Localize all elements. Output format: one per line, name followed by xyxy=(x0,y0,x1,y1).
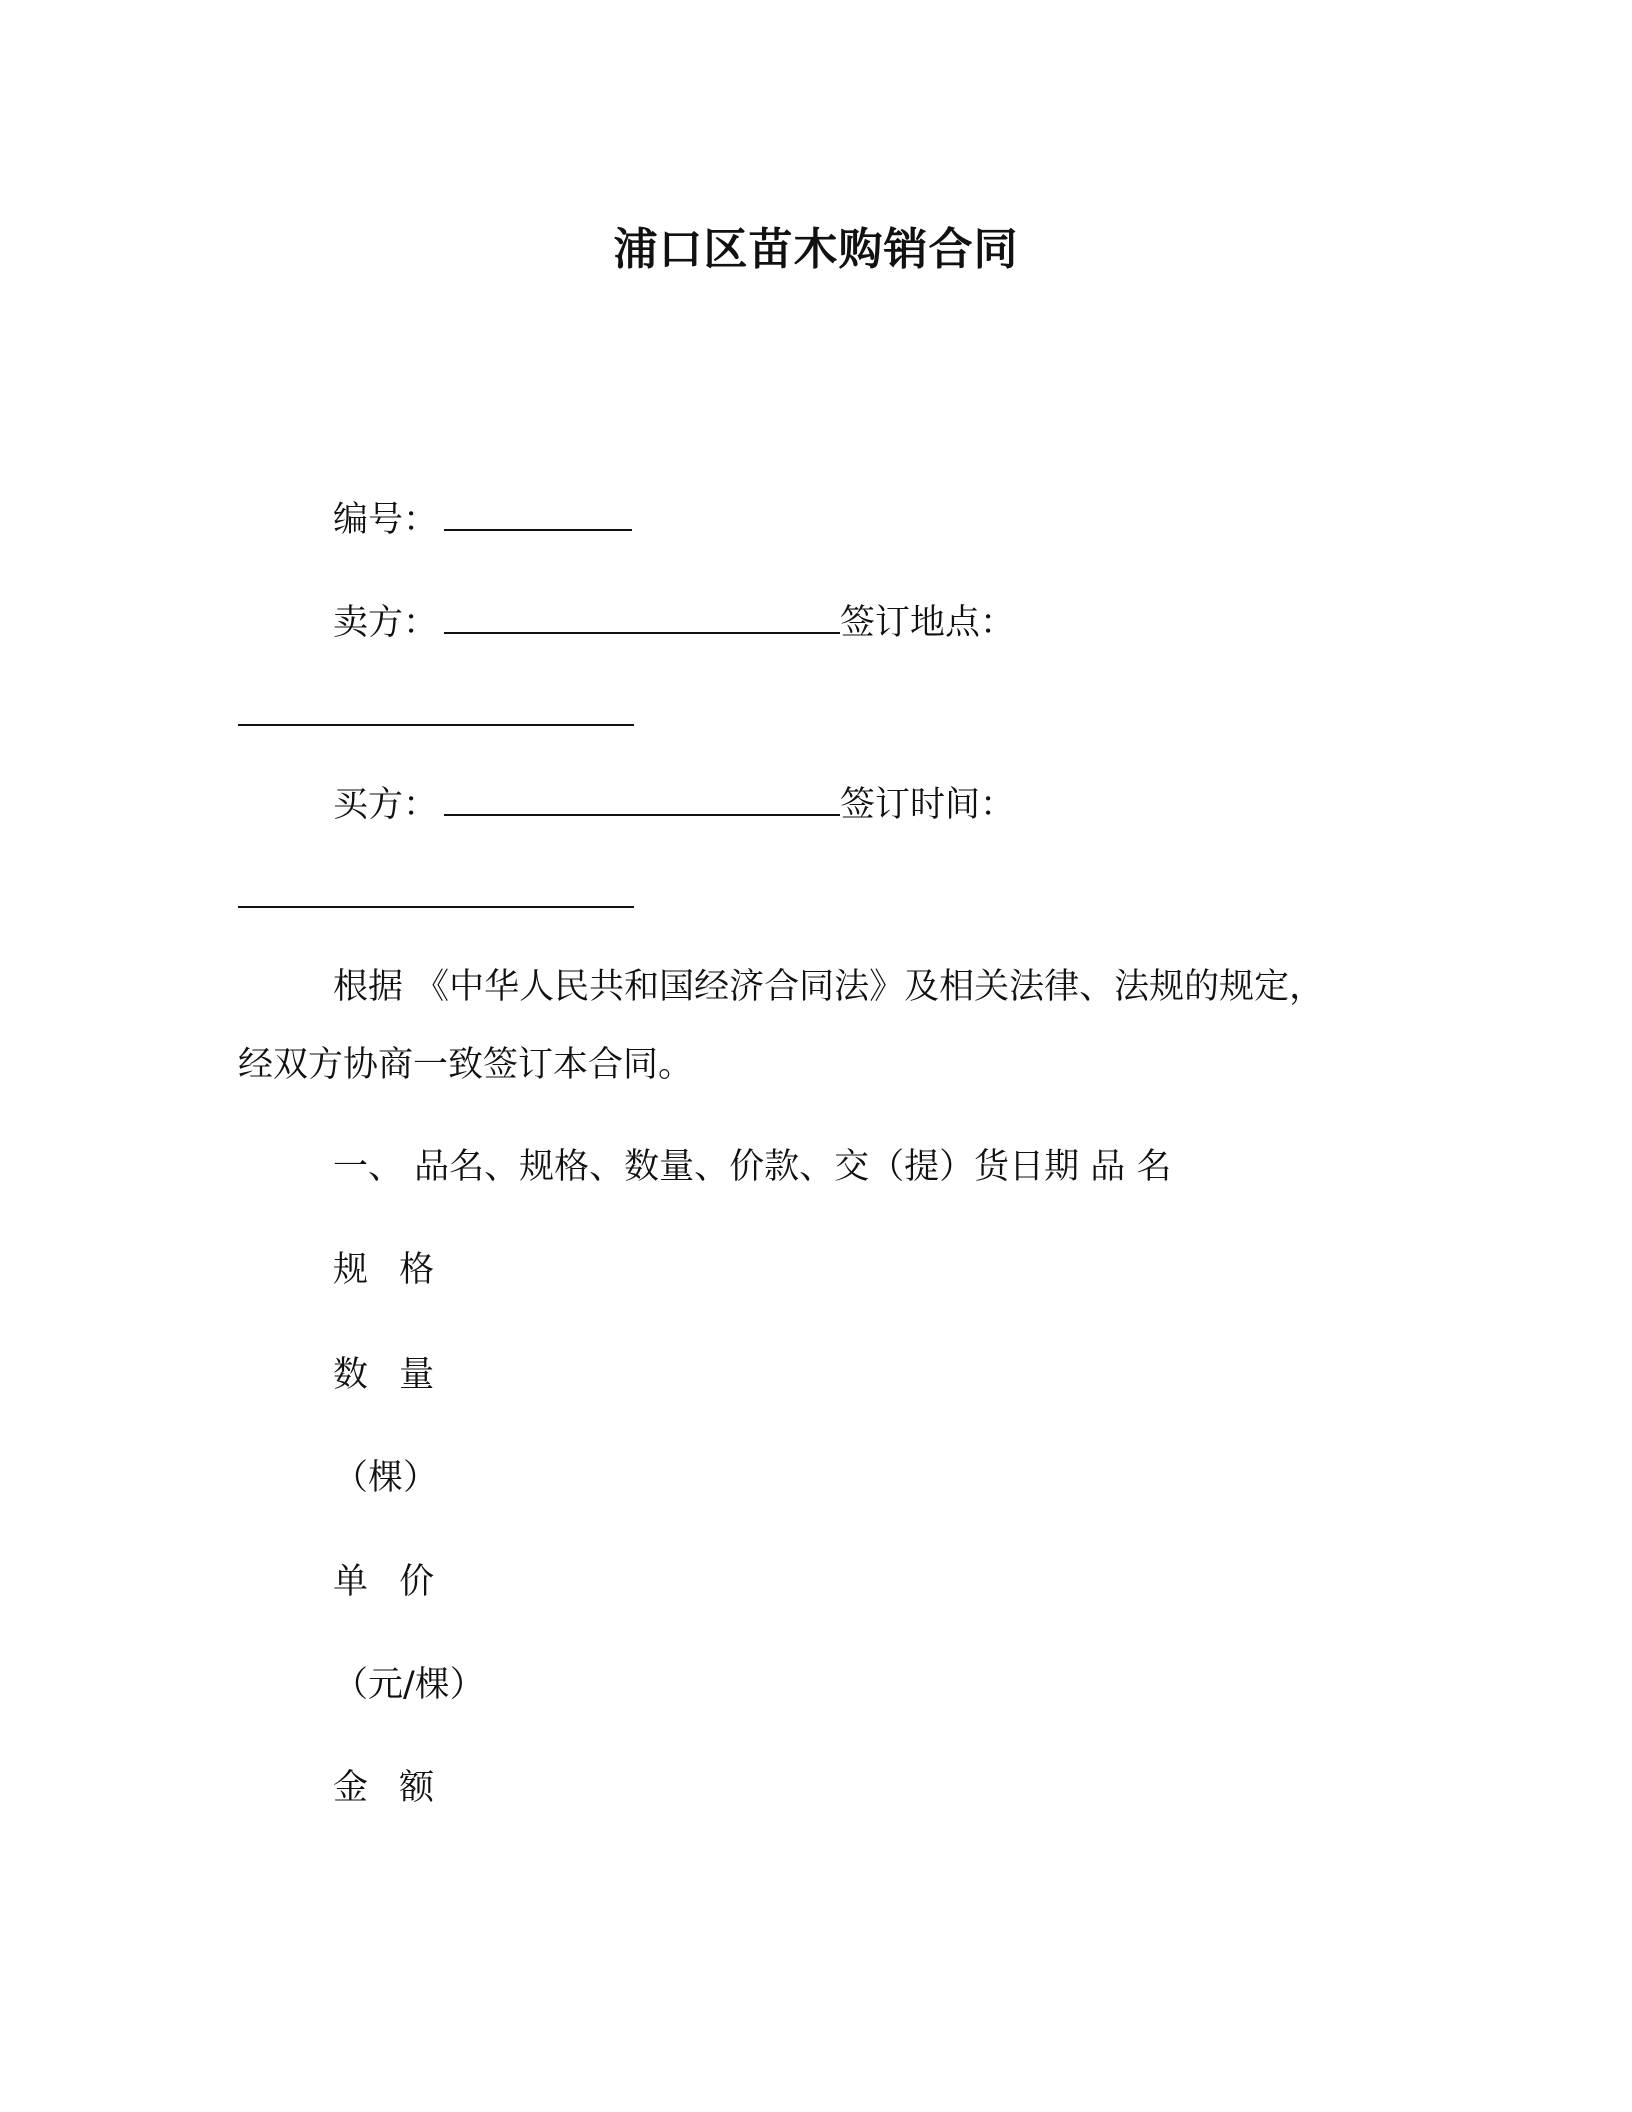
section-1-heading: 一、 品名、规格、数量、价款、交（提）货日期 品 名 xyxy=(333,1147,1172,1187)
header-unit-price: 单 价 xyxy=(333,1562,445,1602)
seller-label: 卖方： xyxy=(333,603,439,643)
intro-line-1: 根据 《中华人民共和国经济合同法》及相关法律、法规的规定， xyxy=(333,967,1325,1007)
header-quantity: 数 量 xyxy=(333,1355,445,1395)
sign-time-blank xyxy=(238,872,634,908)
header-amount: 金 额 xyxy=(333,1768,445,1808)
contract-number-blank xyxy=(444,495,632,531)
sign-place-label: 签订地点： xyxy=(840,603,1016,643)
header-spec: 规 格 xyxy=(333,1250,445,1290)
document-title: 浦口区苗木购销合同 xyxy=(613,224,1019,275)
sign-place-blank xyxy=(238,690,634,726)
buyer-blank xyxy=(444,780,840,816)
sign-time-label: 签订时间： xyxy=(840,785,1016,825)
sign-place-line xyxy=(238,690,634,740)
seller-line xyxy=(333,598,1015,648)
contract-number-label: 编号： xyxy=(333,500,439,540)
buyer-line xyxy=(333,780,1015,830)
contract-number-line xyxy=(333,495,632,545)
seller-blank xyxy=(444,598,840,634)
header-quantity-unit: （棵） xyxy=(333,1458,439,1498)
header-unit-price-unit: （元/棵） xyxy=(333,1665,485,1705)
intro-line-2: 经双方协商一致签订本合同。 xyxy=(238,1045,694,1085)
buyer-label: 买方： xyxy=(333,785,439,825)
sign-time-line xyxy=(238,872,634,922)
